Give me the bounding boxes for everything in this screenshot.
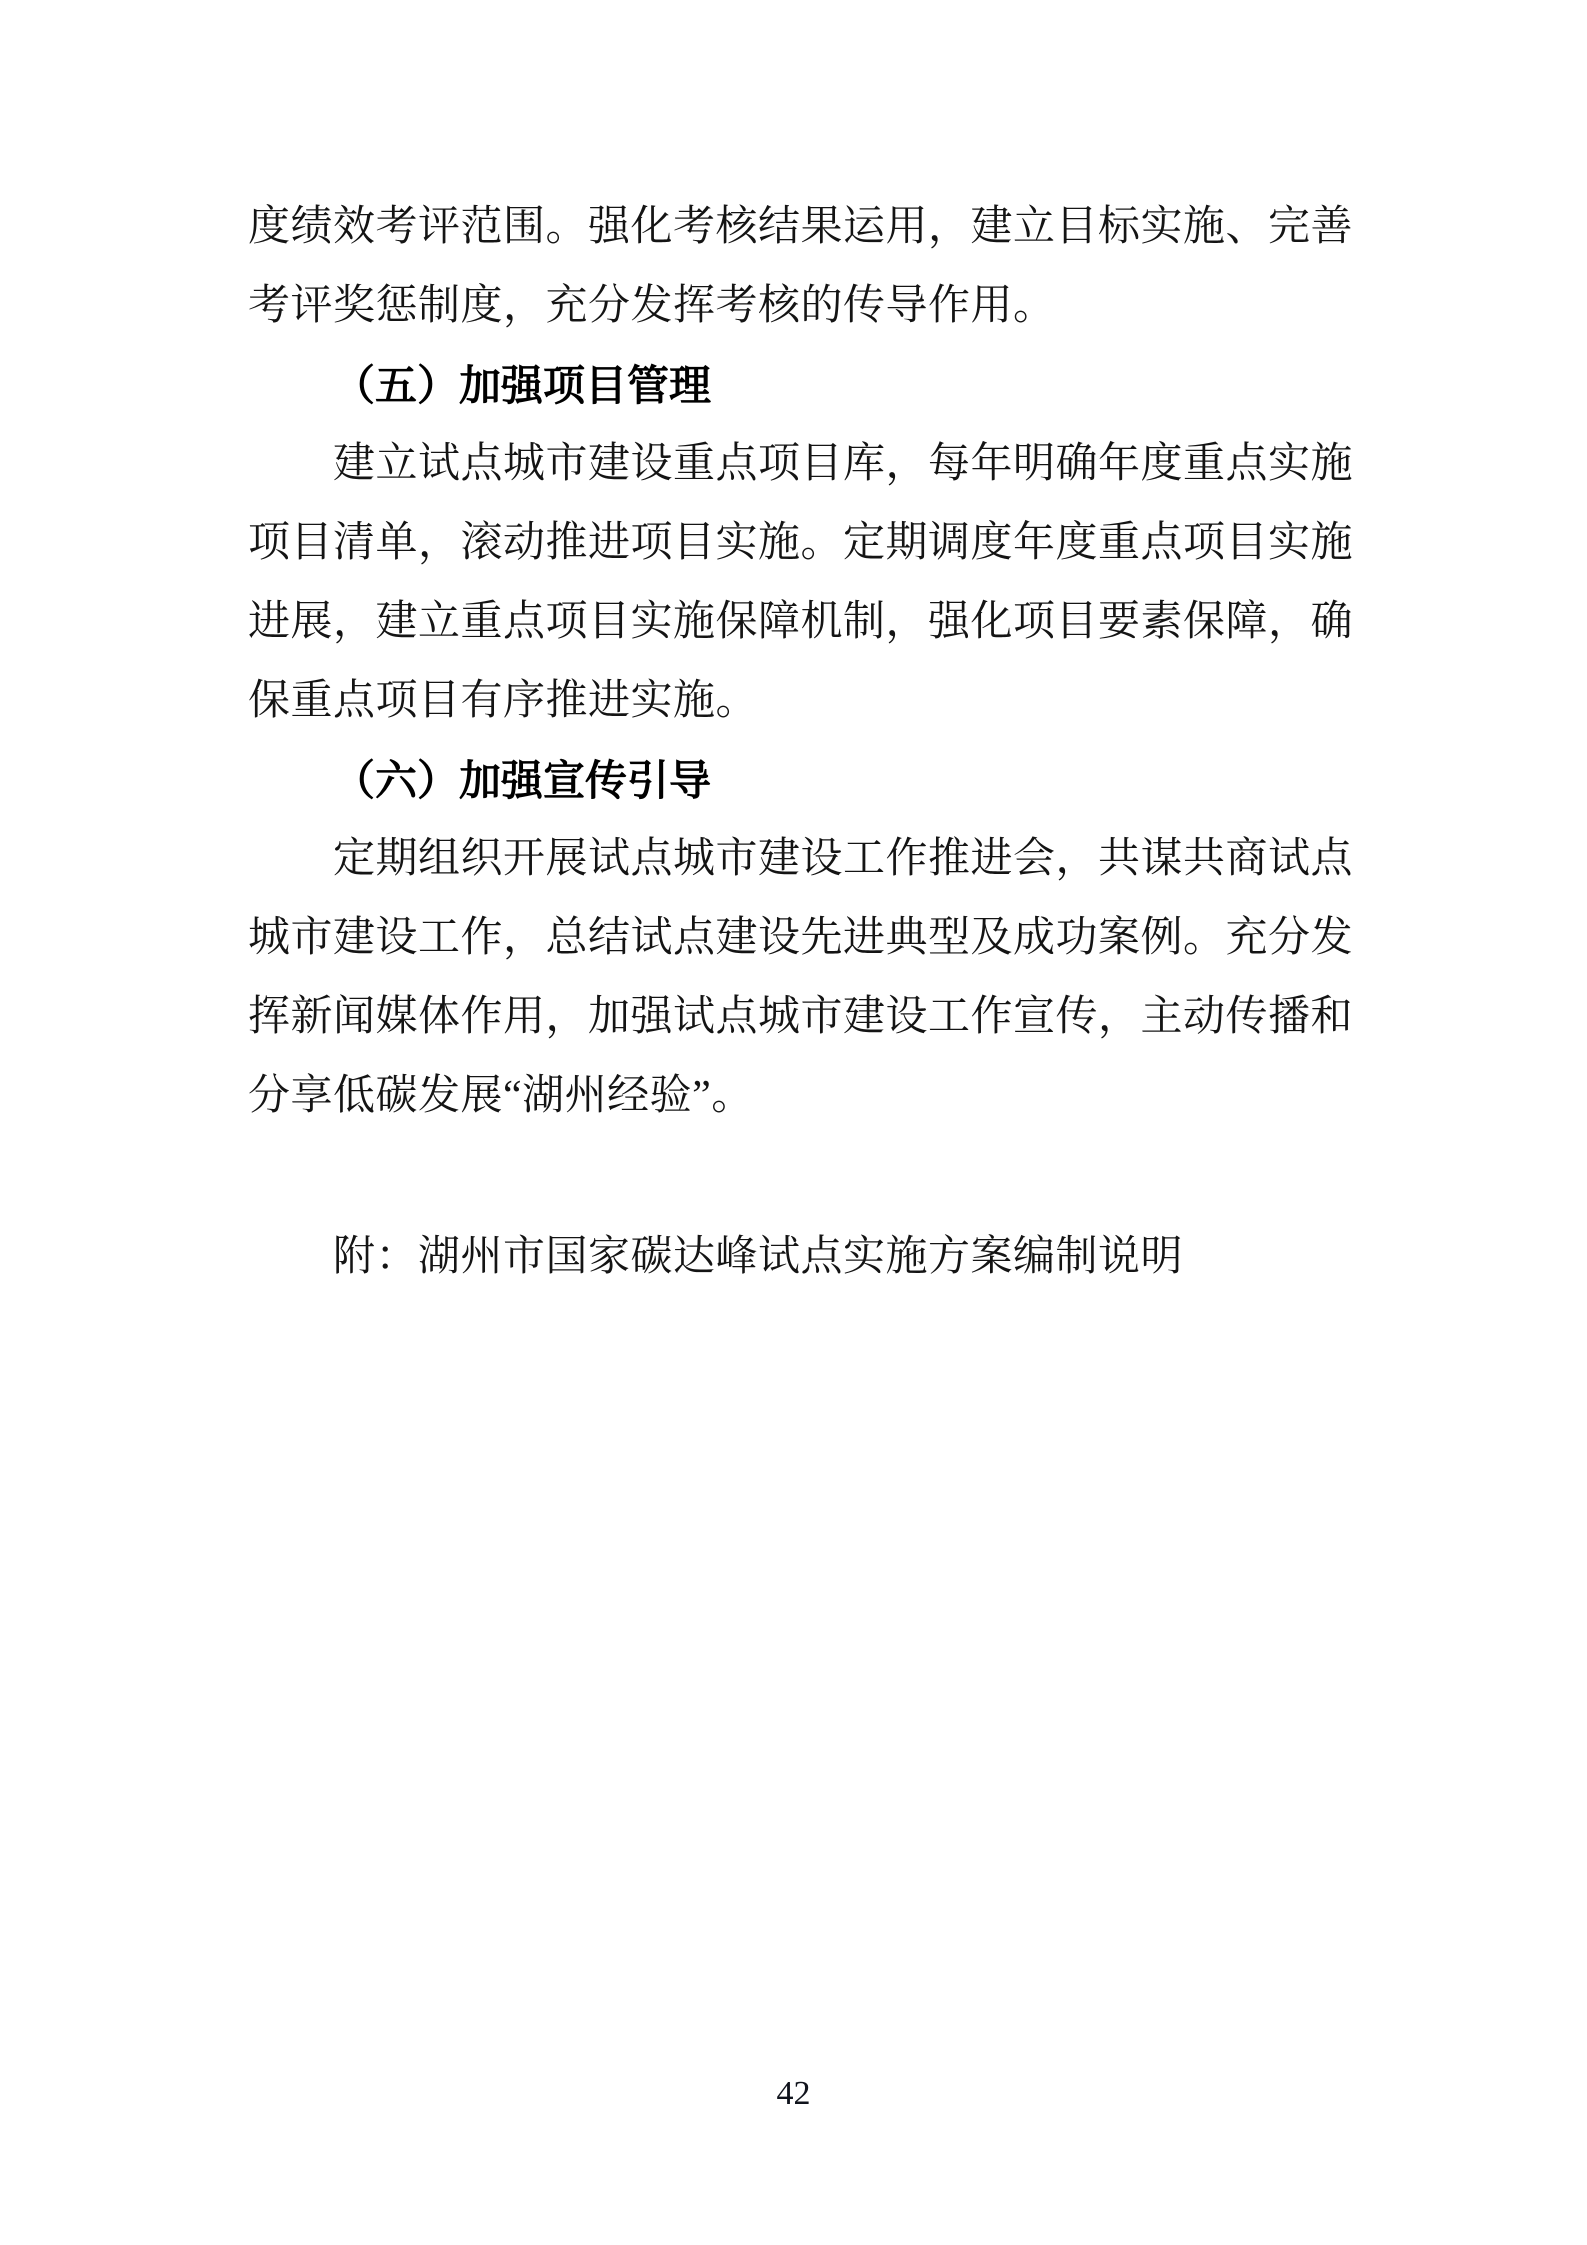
body-line: 定期组织开展试点城市建设工作推进会，共谋共商试点 (333, 836, 1354, 882)
page-number: 42 (776, 2075, 811, 2112)
section-heading: （五）加强项目管理 (333, 362, 712, 409)
body-line: 保重点项目有序推进实施。 (248, 678, 759, 724)
attachment-line: 附：湖州市国家碳达峰试点实施方案编制说明 (333, 1234, 1184, 1280)
section-heading: （六）加强宣传引导 (333, 757, 712, 804)
body-line: 度绩效考评范围。强化考核结果运用，建立目标实施、完善 (248, 204, 1354, 250)
body-line: 项目清单，滚动推进项目实施。定期调度年度重点项目实施 (248, 520, 1354, 566)
body-line: 城市建设工作，总结试点建设先进典型及成功案例。充分发 (248, 915, 1354, 961)
document-body (248, 188, 1354, 1297)
body-line: 分享低碳发展“湖州经验”。 (248, 1073, 754, 1119)
body-line: 建立试点城市建设重点项目库，每年明确年度重点实施 (333, 441, 1354, 487)
body-line: 考评奖惩制度，充分发挥考核的传导作用。 (248, 283, 1056, 329)
body-line: 挥新闻媒体作用，加强试点城市建设工作宣传，主动传播和 (248, 994, 1354, 1040)
body-line: 进展，建立重点项目实施保障机制，强化项目要素保障，确 (248, 599, 1354, 645)
